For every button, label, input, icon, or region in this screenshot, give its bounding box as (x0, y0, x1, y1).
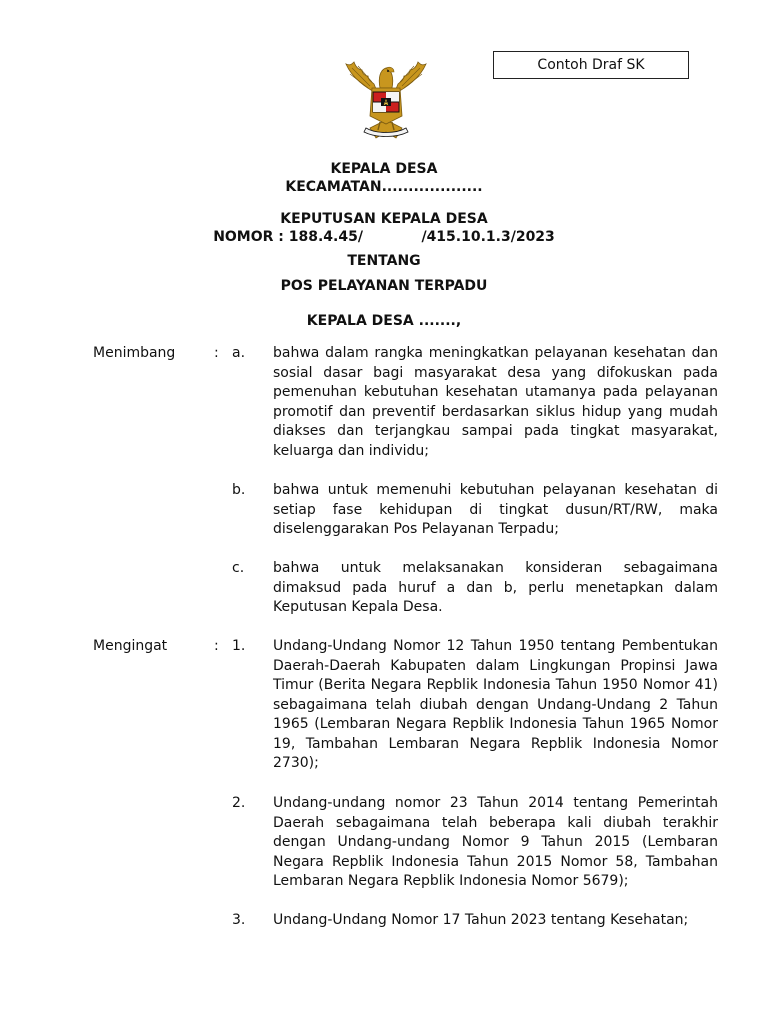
tentang-heading: TENTANG (347, 253, 421, 269)
mengingat-colon: : (214, 638, 219, 654)
list-item-text: Undang-Undang Nomor 17 Tahun 2023 tentang Kesehatan; (273, 912, 689, 928)
list-item-text: bahwa untuk memenuhi kebutuhan pelayanan kesehatan di setiap fase kehidupan di tingkat dusun/RT/RW, maka diselenggarakan Pos Pelayanan Terpadu; (273, 482, 718, 537)
list-marker: 2. (232, 795, 246, 811)
list-marker: 1. (232, 638, 246, 654)
draft-label-box (493, 51, 689, 79)
list-marker: a. (232, 345, 246, 361)
menimbang-colon: : (214, 345, 219, 361)
list-marker: c. (232, 560, 245, 576)
menimbang-label: Menimbang (93, 345, 176, 361)
decree-subject: POS PELAYANAN TERPADU (280, 278, 488, 294)
list-marker: b. (232, 482, 246, 498)
mengingat-label: Mengingat (93, 638, 168, 654)
header-kecamatan: KECAMATAN................... (285, 179, 483, 195)
list-marker: 3. (232, 912, 246, 928)
header-kepala-desa: KEPALA DESA (330, 161, 438, 177)
issuer-heading: KEPALA DESA ......., (306, 313, 462, 329)
draft-label: Contoh Draf SK (537, 57, 645, 73)
garuda-emblem-icon (340, 58, 432, 146)
list-item-text: bahwa untuk melaksanakan konsideran sebagaimana dimaksud pada huruf a dan b, perlu menetapkan dalam Keputusan Kepala Desa. (273, 560, 718, 615)
decree-title: KEPUTUSAN KEPALA DESA (280, 211, 488, 227)
list-item-text: Undang-undang nomor 23 Tahun 2014 tentang Pemerintah Daerah sebagaimana telah beberapa kali diubah terakhir dengan Undang-undang Nomor 9 Tahun 2015 (Lembaran Negara Repblik Indonesia Tahun 2015 Nomor 58, Tambahan Lembaran Negara Repblik Indonesia Nomor 5679); (273, 795, 718, 889)
decree-number: NOMOR : 188.4.45/ /415.10.1.3/2023 (213, 229, 555, 245)
list-item-text: bahwa dalam rangka meningkatkan pelayanan kesehatan dan sosial dasar bagi masyarakat desa yang difokuskan pada pemenuhan kebutuhan kesehatan utamanya pada pelayanan promotif dan preventif berdasarkan siklus hidup yang mudah diakses dan terjangkau sampai pada tingkat masyarakat, keluarga dan individu; (273, 345, 718, 459)
list-item-text: Undang-Undang Nomor 12 Tahun 1950 tentang Pembentukan Daerah-Daerah Kabupaten dalam Lingkungan Propinsi Jawa Timur (Berita Negara Repblik Indonesia Tahun 1950 Nomor 41) sebagaimana telah diubah dengan Undang-Undang 2 Tahun 1965 (Lembaran Negara Repblik Indonesia Tahun 1965 Nomor 19, Tambahan Lembaran Negara Repblik Indonesia Nomor 2730); (273, 638, 718, 771)
